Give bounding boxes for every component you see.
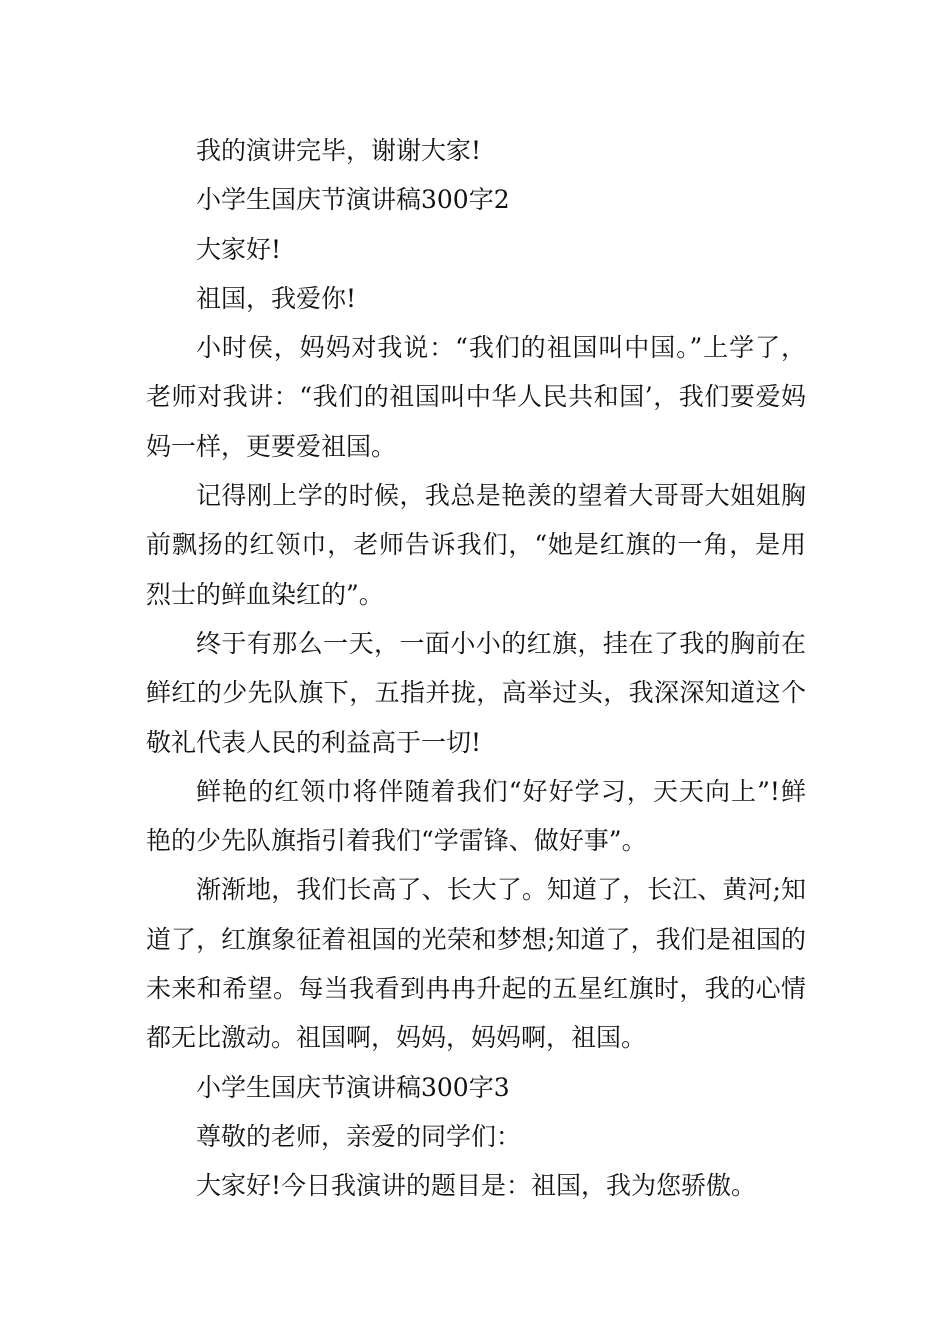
paragraph: 大家好!今日我演讲的题目是：祖国，我为您骄傲。	[196, 1171, 757, 1201]
paragraph: 鲜艳的红领巾将伴随着我们“好好学习，天天向上”!鲜艳的少先队旗指引着我们“学雷锋、做好事”。	[146, 776, 806, 856]
salutation: 尊敬的老师，亲爱的同学们：	[196, 1121, 522, 1151]
document-body	[146, 126, 806, 1211]
section-heading-3: 小学生国庆节演讲稿300字3	[196, 1072, 510, 1102]
closing-line: 我的演讲完毕，谢谢大家!	[196, 136, 482, 165]
section-heading-2: 小学生国庆节演讲稿300字2	[196, 185, 510, 215]
paragraph: 渐渐地，我们长高了、长大了。知道了，长江、黄河;知道了，红旗象征着祖国的光荣和梦想;知道了，我们是祖国的未来和希望。每当我看到冉冉升起的五星红旗时，我的心情都无比激动。祖国啊，妈妈，妈妈啊，祖国。	[146, 875, 806, 1053]
paragraph: 祖国，我爱你!	[196, 283, 357, 313]
paragraph: 小时侯，妈妈对我说：“我们的祖国叫中国。”上学了，老师对我讲：“我们的祖国叫中华人民共和国’，我们要爱妈妈一样，更要爱祖国。	[146, 333, 806, 461]
paragraph: 终于有那么一天，一面小小的红旗，挂在了我的胸前在鲜红的少先队旗下，五指并拢，高举过头，我深深知道这个敬礼代表人民的利益高于一切!	[146, 628, 806, 757]
greeting: 大家好!	[196, 234, 282, 264]
paragraph: 记得刚上学的时候，我总是艳羡的望着大哥哥大姐姐胸前飘扬的红领巾，老师告诉我们，“她是红旗的一角，是用烈士的鲜血染红的”。	[146, 481, 806, 609]
